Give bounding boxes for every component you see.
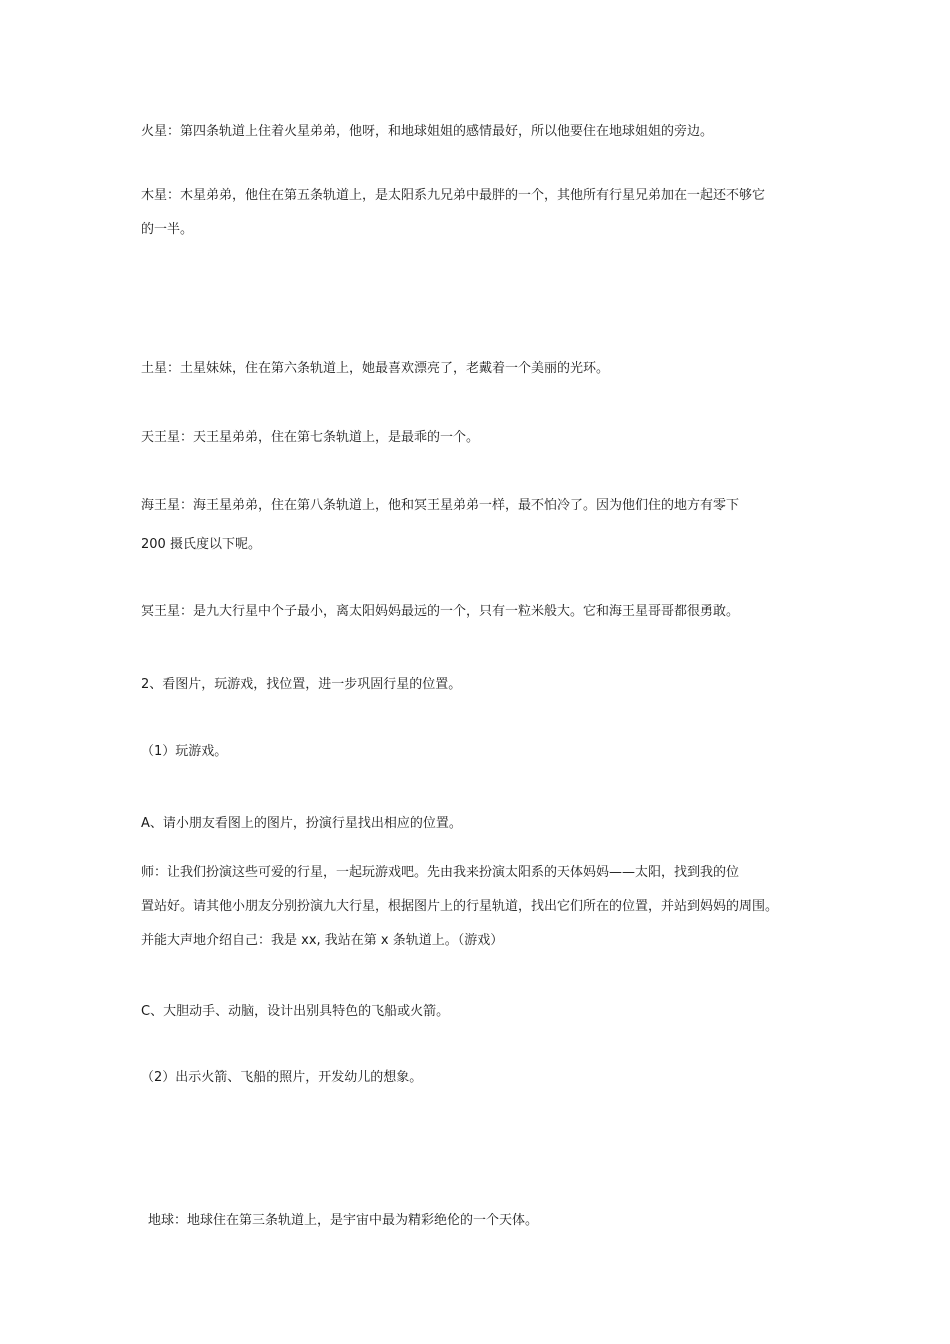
paragraph-neptune: 海王星：海王星弟弟，住在第八条轨道上，他和冥王星弟弟一样，最不怕冷了。因为他们住的地方有零下 [141, 498, 740, 513]
paragraph-earth: 地球：地球住在第三条轨道上，是宇宙中最为精彩绝伦的一个天体。 [148, 1213, 539, 1228]
paragraph-pluto: 冥王星：是九大行星中个子最小，离太阳妈妈最远的一个，只有一粒米般大。它和海王星哥哥都很勇敢。 [141, 604, 740, 619]
paragraph-teacher-cont-2: 并能大声地介绍自己：我是 xx, 我站在第 x 条轨道上。（游戏） [141, 933, 504, 948]
paragraph-mars: 火星：第四条轨道上住着火星弟弟，他呀，和地球姐姐的感情最好，所以他要住在地球姐姐的旁边。 [141, 124, 714, 139]
paragraph-teacher-cont-1: 置站好。请其他小朋友分别扮演九大行星，根据图片上的行星轨道，找出它们所在的位置，并站到妈妈的周围。 [141, 899, 779, 914]
paragraph-teacher: 师：让我们扮演这些可爱的行星，一起玩游戏吧。先由我来扮演太阳系的天体妈妈——太阳，找到我的位 [141, 865, 740, 880]
item-c: C、大胆动手、动脑，设计出别具特色的飞船或火箭。 [141, 1004, 450, 1019]
paragraph-jupiter-cont: 的一半。 [141, 222, 194, 237]
paragraph-neptune-cont: 200 摄氏度以下呢。 [141, 537, 261, 552]
section-heading-2: 2、看图片，玩游戏，找位置，进一步巩固行星的位置。 [141, 677, 462, 692]
paragraph-jupiter: 木星：木星弟弟，他住在第五条轨道上，是太阳系九兄弟中最胖的一个，其他所有行星兄弟加在一起还不够它 [141, 188, 766, 203]
paragraph-uranus: 天王星：天王星弟弟，住在第七条轨道上，是最乖的一个。 [141, 430, 480, 445]
subsection-show-photos: （2）出示火箭、飞船的照片，开发幼儿的想象。 [141, 1070, 423, 1085]
paragraph-saturn: 土星：土星妹妹，住在第六条轨道上，她最喜欢漂亮了，老戴着一个美丽的光环。 [141, 361, 610, 376]
item-a: A、请小朋友看图上的图片，扮演行星找出相应的位置。 [141, 816, 462, 831]
subsection-play-game: （1）玩游戏。 [141, 744, 228, 759]
